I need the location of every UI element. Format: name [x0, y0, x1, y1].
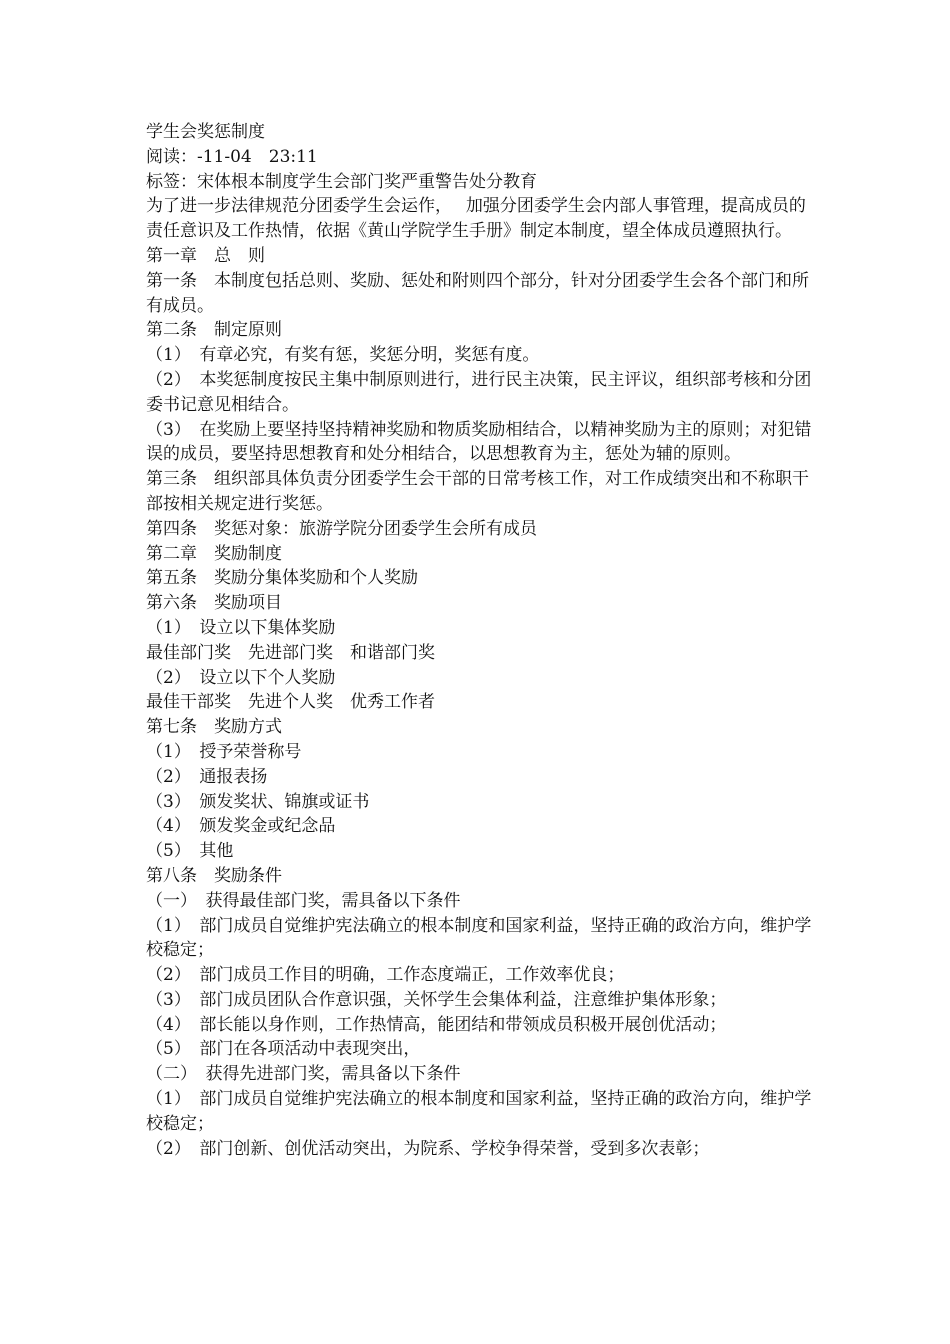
intro-paragraph: 为了进一步法律规范分团委学生会运作， 加强分团委学生会内部人事管理，提高成员的责任意识及工作热情，依据《黄山学院学生手册》制定本制度，望全体成员遵照执行。 — [146, 196, 806, 242]
award-names: 最佳部门奖 先进部门奖 和谐部门奖 — [146, 642, 435, 663]
doc-tags: 标签：宋体根本制度学生会部门奖严重警告处分教育 — [146, 171, 537, 192]
list-item: （2） 设立以下个人奖励 — [146, 667, 336, 688]
list-item: （1） 授予荣誉称号 — [146, 741, 302, 762]
article-paragraph: 第五条 奖励分集体奖励和个人奖励 — [146, 568, 418, 589]
list-item: （3） 部门成员团队合作意识强，关怀学生会集体利益，注意维护集体形象； — [146, 989, 727, 1010]
list-item: （4） 颁发奖金或纪念品 — [146, 816, 336, 837]
award-names: 最佳干部奖 先进个人奖 优秀工作者 — [146, 692, 435, 713]
list-item: （4） 部长能以身作则，工作热情高，能团结和带领成员积极开展创优活动； — [146, 1014, 727, 1035]
section-heading: （二） 获得先进部门奖，需具备以下条件 — [146, 1064, 461, 1085]
list-item: （3） 在奖励上要坚持坚持精神奖励和物质奖励相结合，以精神奖励为主的原则；对犯错误的成员，要坚持思想教育和处分相结合，以思想教育为主，惩处为辅的原则。 — [146, 419, 812, 465]
chapter-heading: 第二章 奖励制度 — [146, 543, 282, 564]
list-item: （5） 其他 — [146, 841, 234, 862]
article-paragraph: 第三条 组织部具体负责分团委学生会干部的日常考核工作，对工作成绩突出和不称职干部按相关规定进行奖惩。 — [146, 469, 809, 514]
list-item: （2） 部门成员工作目的明确，工作态度端正，工作效率优良； — [146, 965, 625, 986]
article-heading: 第二条 制定原则 — [146, 320, 282, 341]
list-item: （3） 颁发奖状、锦旗或证书 — [146, 791, 370, 812]
list-item: （1） 部门成员自觉维护宪法确立的根本制度和国家利益，坚持正确的政治方向，维护学校稳定； — [146, 1089, 812, 1134]
article-paragraph: 第一条 本制度包括总则、奖励、惩处和附则四个部分，针对分团委学生会各个部门和所有成员。 — [146, 270, 809, 316]
list-item: （1） 设立以下集体奖励 — [146, 617, 336, 638]
list-item: （2） 本奖惩制度按民主集中制原则进行，进行民主决策，民主评议，组织部考核和分团委书记意见相结合。 — [146, 369, 812, 415]
list-item: （2） 部门创新、创优活动突出，为院系、学校争得荣誉，受到多次表彰； — [146, 1138, 710, 1159]
article-heading: 第六条 奖励项目 — [146, 593, 282, 614]
article-heading: 第七条 奖励方式 — [146, 717, 282, 738]
list-item: （2） 通报表扬 — [146, 766, 268, 787]
list-item: （5） 部门在各项活动中表现突出， — [146, 1039, 421, 1060]
article-heading: 第八条 奖励条件 — [146, 865, 282, 886]
doc-title: 学生会奖惩制度 — [146, 122, 265, 142]
list-item: （1） 部门成员自觉维护宪法确立的根本制度和国家利益，坚持正确的政治方向，维护学校稳定； — [146, 915, 812, 961]
section-heading: （一） 获得最佳部门奖，需具备以下条件 — [146, 890, 461, 911]
doc-read-meta: 阅读：-11-04 23:11 — [146, 146, 318, 167]
list-item: （1） 有章必究，有奖有惩，奖惩分明，奖惩有度。 — [146, 345, 540, 366]
article-paragraph: 第四条 奖惩对象：旅游学院分团委学生会所有成员 — [146, 518, 537, 539]
document-body — [146, 120, 816, 1161]
chapter-heading: 第一章 总 则 — [146, 245, 265, 266]
